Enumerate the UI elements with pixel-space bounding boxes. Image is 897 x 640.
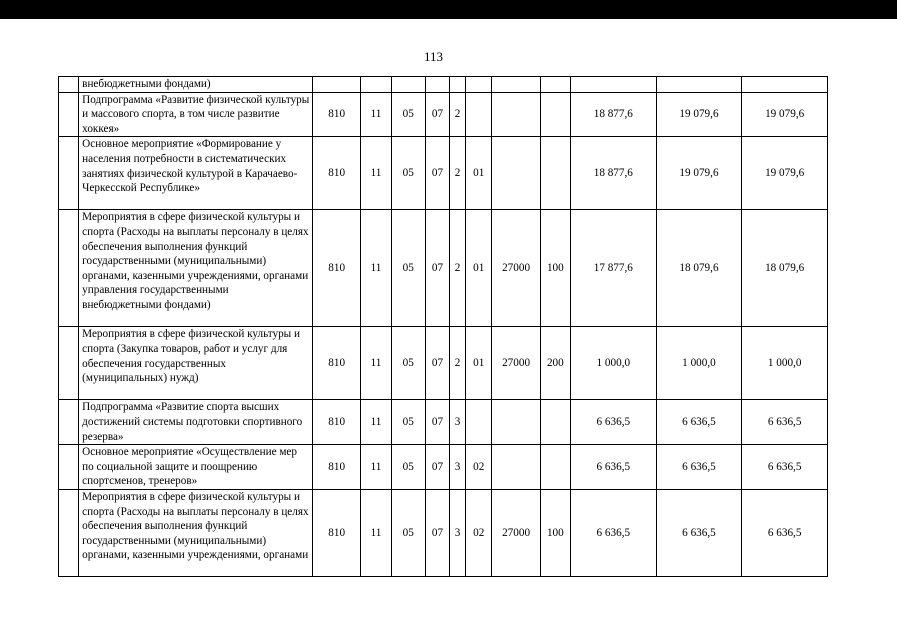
cell-s3: 19 079,6	[742, 92, 828, 137]
row-name: Основное мероприятие «Формирование у населения потребности в систематических занятиях физической культурой в Карачаево-Черкесской Республике»	[79, 137, 313, 210]
row-name: Мероприятия в сфере физической культуры и спорта (Расходы на выплаты персоналу в целях обеспечения выполнения функций государственными (муниципальными) органами, казенными учреждениями, органами управления государственными внебюджетными фондами)	[79, 210, 313, 327]
table-row	[59, 137, 828, 210]
cell-s3: 6 636,5	[742, 445, 828, 490]
cell-cs2: 2	[450, 137, 466, 210]
row-name: Мероприятия в сфере физической культуры и спорта (Расходы на выплаты персоналу в целях обеспечения выполнения функций государственными (муниципальными) органами, казенными учреждениями, органами	[79, 489, 313, 576]
cell-rz: 11	[361, 489, 391, 576]
cell-s3	[742, 77, 828, 93]
page-number: 113	[423, 49, 444, 64]
cell-pr: 05	[391, 400, 425, 445]
cell-pr: 05	[391, 489, 425, 576]
cell-pr	[391, 77, 425, 93]
cell-gr: 810	[312, 400, 360, 445]
cell-rz: 11	[361, 92, 391, 137]
top-scan-border	[0, 0, 897, 19]
row-name: Подпрограмма «Развитие спорта высших достижений системы подготовки спортивного резерва»	[79, 400, 313, 445]
cell-s3: 6 636,5	[742, 400, 828, 445]
cell-vr	[540, 77, 570, 93]
cell-cs3: 01	[466, 210, 492, 327]
cell-s3: 1 000,0	[742, 327, 828, 400]
table-row	[59, 77, 828, 93]
cell-s2: 1 000,0	[656, 327, 742, 400]
cell-cs1: 07	[425, 92, 449, 137]
cell-vr: 100	[540, 210, 570, 327]
cell-s2	[656, 77, 742, 93]
cell-cs3	[466, 92, 492, 137]
margin-cell	[59, 210, 79, 327]
cell-s1: 1 000,0	[570, 327, 656, 400]
cell-rz	[361, 77, 391, 93]
cell-vr	[540, 445, 570, 490]
cell-s2: 18 079,6	[656, 210, 742, 327]
cell-s1: 6 636,5	[570, 445, 656, 490]
cell-cs1: 07	[425, 400, 449, 445]
margin-cell	[59, 400, 79, 445]
cell-cs3	[466, 400, 492, 445]
cell-s1: 18 877,6	[570, 92, 656, 137]
table-row	[59, 400, 828, 445]
cell-s1	[570, 77, 656, 93]
cell-s1: 6 636,5	[570, 489, 656, 576]
cell-vr	[540, 92, 570, 137]
budget-table	[58, 76, 828, 577]
cell-s3: 18 079,6	[742, 210, 828, 327]
table-row	[59, 445, 828, 490]
margin-cell	[59, 137, 79, 210]
cell-cs4	[492, 77, 540, 93]
cell-cs2: 3	[450, 445, 466, 490]
cell-gr: 810	[312, 210, 360, 327]
cell-s1: 17 877,6	[570, 210, 656, 327]
cell-s2: 19 079,6	[656, 92, 742, 137]
cell-rz: 11	[361, 327, 391, 400]
cell-gr: 810	[312, 445, 360, 490]
cell-pr: 05	[391, 327, 425, 400]
cell-rz: 11	[361, 400, 391, 445]
row-name: Подпрограмма «Развитие физической культуры и массового спорта, в том числе развитие хоккея»	[79, 92, 313, 137]
cell-gr: 810	[312, 92, 360, 137]
cell-cs2: 2	[450, 327, 466, 400]
cell-cs1: 07	[425, 210, 449, 327]
cell-rz: 11	[361, 210, 391, 327]
row-name: внебюджетными фондами)	[79, 77, 313, 93]
cell-s1: 6 636,5	[570, 400, 656, 445]
cell-s2: 6 636,5	[656, 445, 742, 490]
cell-vr	[540, 137, 570, 210]
cell-s2: 19 079,6	[656, 137, 742, 210]
row-name: Основное мероприятие «Осуществление мер по социальной защите и поощрению спортсменов, тренеров»	[79, 445, 313, 490]
cell-cs1	[425, 77, 449, 93]
margin-cell	[59, 445, 79, 490]
cell-cs4	[492, 400, 540, 445]
cell-pr: 05	[391, 137, 425, 210]
cell-cs4	[492, 445, 540, 490]
cell-vr	[540, 400, 570, 445]
cell-rz: 11	[361, 137, 391, 210]
cell-s2: 6 636,5	[656, 489, 742, 576]
table-row	[59, 210, 828, 327]
margin-cell	[59, 77, 79, 93]
cell-cs3: 01	[466, 137, 492, 210]
cell-cs2: 3	[450, 400, 466, 445]
cell-pr: 05	[391, 92, 425, 137]
cell-cs3: 02	[466, 445, 492, 490]
cell-gr: 810	[312, 137, 360, 210]
cell-pr: 05	[391, 210, 425, 327]
margin-cell	[59, 92, 79, 137]
table-row	[59, 489, 828, 576]
cell-s2: 6 636,5	[656, 400, 742, 445]
cell-cs3	[466, 77, 492, 93]
cell-s3: 19 079,6	[742, 137, 828, 210]
table-row	[59, 92, 828, 137]
cell-pr: 05	[391, 445, 425, 490]
cell-cs4	[492, 92, 540, 137]
cell-cs3: 02	[466, 489, 492, 576]
row-name: Мероприятия в сфере физической культуры и спорта (Закупка товаров, работ и услуг для обеспечения государственных (муниципальных) нужд)	[79, 327, 313, 400]
cell-cs2: 2	[450, 210, 466, 327]
margin-cell	[59, 489, 79, 576]
cell-cs1: 07	[425, 327, 449, 400]
cell-cs4: 27000	[492, 210, 540, 327]
cell-vr: 200	[540, 327, 570, 400]
cell-cs4: 27000	[492, 489, 540, 576]
cell-cs1: 07	[425, 489, 449, 576]
cell-gr	[312, 77, 360, 93]
cell-cs1: 07	[425, 137, 449, 210]
cell-s1: 18 877,6	[570, 137, 656, 210]
margin-cell	[59, 327, 79, 400]
cell-cs3: 01	[466, 327, 492, 400]
cell-s3: 6 636,5	[742, 489, 828, 576]
cell-cs4	[492, 137, 540, 210]
cell-vr: 100	[540, 489, 570, 576]
cell-cs2: 3	[450, 489, 466, 576]
cell-rz: 11	[361, 445, 391, 490]
cell-gr: 810	[312, 489, 360, 576]
cell-cs2	[450, 77, 466, 93]
cell-cs4: 27000	[492, 327, 540, 400]
cell-cs2: 2	[450, 92, 466, 137]
cell-cs1: 07	[425, 445, 449, 490]
cell-gr: 810	[312, 327, 360, 400]
table-row	[59, 327, 828, 400]
